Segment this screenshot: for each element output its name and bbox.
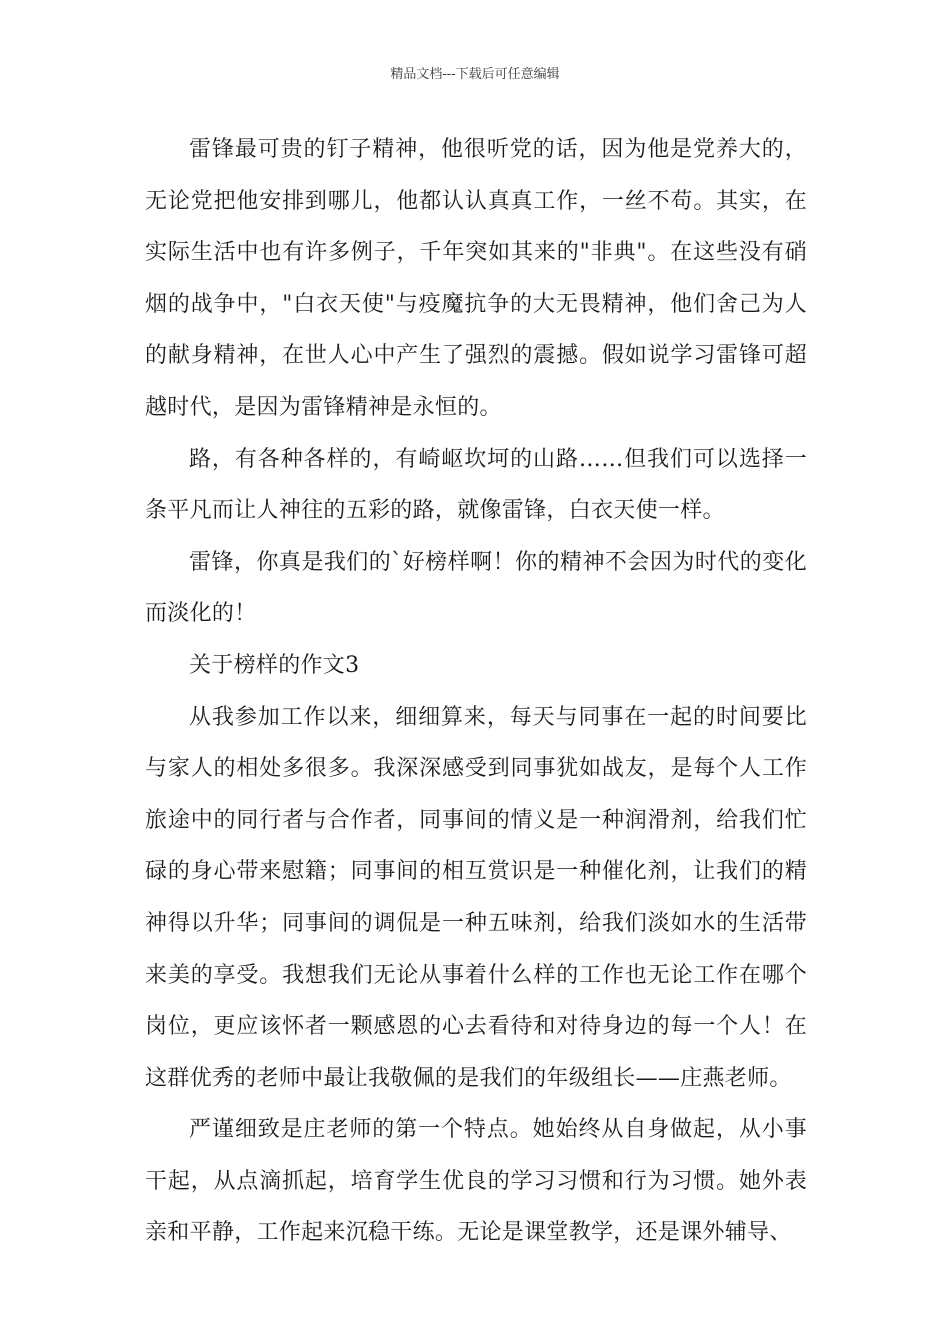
paragraph-road: 路，有各种各样的，有崎岖坎坷的山路……但我们可以选择一条平凡而让人神往的五彩的路，就像雷锋，白衣天使一样。: [145, 446, 807, 524]
paragraph-good-example: 雷锋，你真是我们的`好榜样啊！你的精神不会因为时代的变化而淡化的！: [145, 549, 807, 627]
paragraph-lei-feng-spirit: 雷锋最可贵的钉子精神，他很听党的话，因为他是党养大的，无论党把他安排到哪儿，他都认认真真工作，一丝不苟。其实，在实际生活中也有许多例子，千年突如其来的"非典"。在这些没有硝烟的战争中，"白衣天使"与疫魔抗争的大无畏精神，他们舍己为人的献身精神，在世人心中产生了强烈的震撼。假如说学习雷锋可超越时代，是因为雷锋精神是永恒的。: [145, 137, 807, 420]
paragraph-colleagues: 从我参加工作以来，细细算来，每天与同事在一起的时间要比与家人的相处多很多。我深深感受到同事犹如战友，是每个人工作旅途中的同行者与合作者，同事间的情义是一种润滑剂，给我们忙碌的身心带来慰籍；同事间的相互赏识是一种催化剂，让我们的精神得以升华；同事间的调侃是一种五味剂，给我们淡如水的生活带来美的享受。我想我们无论从事着什么样的工作也无论工作在哪个岗位，更应该怀者一颗感恩的心去看待和对待身边的每一个人！在这群优秀的老师中最让我敬佩的是我们的年级组长——庄燕老师。: [145, 704, 807, 1091]
section-title-essay-3: 关于榜样的作文3: [189, 652, 360, 678]
page-header: 精品文档---下载后可任意编辑: [390, 67, 560, 82]
paragraph-teacher-zhuang: 严谨细致是庄老师的第一个特点。她始终从自身做起，从小事干起，从点滴抓起，培育学生优良的学习习惯和行为习惯。她外表亲和平静，工作起来沉稳干练。无论是课堂教学，还是课外辅导、: [145, 1117, 807, 1246]
document-body: [145, 124, 807, 1259]
